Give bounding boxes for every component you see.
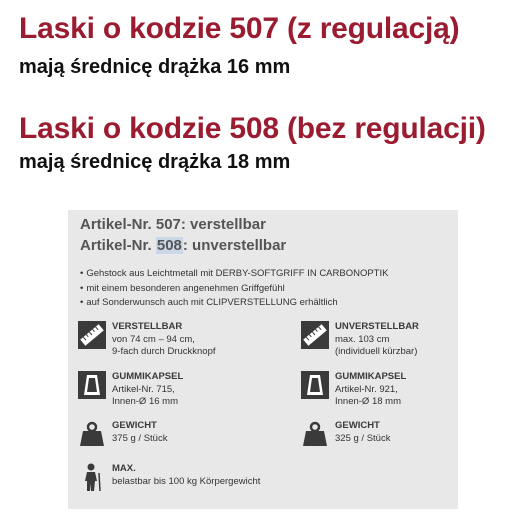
gewicht-title: GEWICHT: [335, 420, 380, 431]
gewicht-value: 375 g / Stück: [112, 432, 168, 444]
gummikapsel-diameter: Innen-Ø 16 mm: [112, 396, 178, 407]
person-icon: [78, 463, 106, 491]
feature-gummikapsel-715: [78, 371, 268, 411]
unverstellbar-title: UNVERSTELLBAR: [335, 321, 419, 332]
bullet-item: • mit einem besonderen angenehmen Griffgefühl: [80, 282, 388, 297]
max-title: MAX.: [112, 463, 136, 474]
gummikapsel-diameter: Innen-Ø 18 mm: [335, 396, 401, 407]
max-load-value: belastbar bis 100 kg Körpergewicht: [112, 475, 261, 487]
subheading-507: mają średnicę drążka 16 mm: [19, 56, 291, 78]
weight-icon: [78, 420, 106, 448]
article-508-number: 508: [156, 237, 182, 254]
weight-icon: [301, 420, 329, 448]
verstellbar-range: von 74 cm – 94 cm,: [112, 333, 195, 345]
feature-gummikapsel-921: [301, 371, 491, 411]
subheading-508: mają średnicę drążka 18 mm: [19, 151, 291, 173]
rubber-tip-icon: [301, 371, 329, 399]
ruler-icon: [301, 321, 329, 349]
bullet-item: • Gehstock aus Leichtmetall mit DERBY-SOFTGRIFF IN CARBONOPTIK: [80, 267, 388, 282]
feature-unverstellbar: [301, 321, 491, 361]
ruler-icon: [78, 321, 106, 349]
gummikapsel-article: Artikel-Nr. 921,: [335, 383, 398, 395]
feature-max-load: [78, 463, 268, 503]
gummikapsel-article: Artikel-Nr. 715,: [112, 383, 175, 395]
feature-gewicht-325: [301, 420, 491, 460]
unverstellbar-max: max. 103 cm: [335, 333, 390, 345]
article-508-line: [80, 238, 286, 253]
gummikapsel-title: GUMMIKAPSEL: [112, 371, 184, 382]
gewicht-value: 325 g / Stück: [335, 432, 391, 444]
unverstellbar-note: (individuell kürzbar): [335, 346, 418, 357]
feature-gewicht-375: [78, 420, 268, 460]
feature-bullet-list: [80, 267, 388, 311]
gummikapsel-title: GUMMIKAPSEL: [335, 371, 407, 382]
verstellbar-steps: 9-fach durch Druckknopf: [112, 346, 216, 357]
feature-verstellbar: [78, 321, 268, 361]
article-508-suffix: : unverstellbar: [182, 237, 287, 254]
article-507-line: Artikel-Nr. 507: verstellbar: [80, 216, 266, 233]
product-info-card: [68, 210, 458, 509]
verstellbar-title: VERSTELLBAR: [112, 321, 183, 332]
heading-508: Laski o kodzie 508 (bez regulacji): [19, 112, 486, 145]
gewicht-title: GEWICHT: [112, 420, 157, 431]
article-508-prefix: Artikel-Nr.: [80, 237, 156, 254]
bullet-item: • auf Sonderwunsch auch mit CLIPVERSTELLUNG erhältlich: [80, 296, 388, 311]
heading-507: Laski o kodzie 507 (z regulacją): [19, 12, 460, 45]
rubber-tip-icon: [78, 371, 106, 399]
